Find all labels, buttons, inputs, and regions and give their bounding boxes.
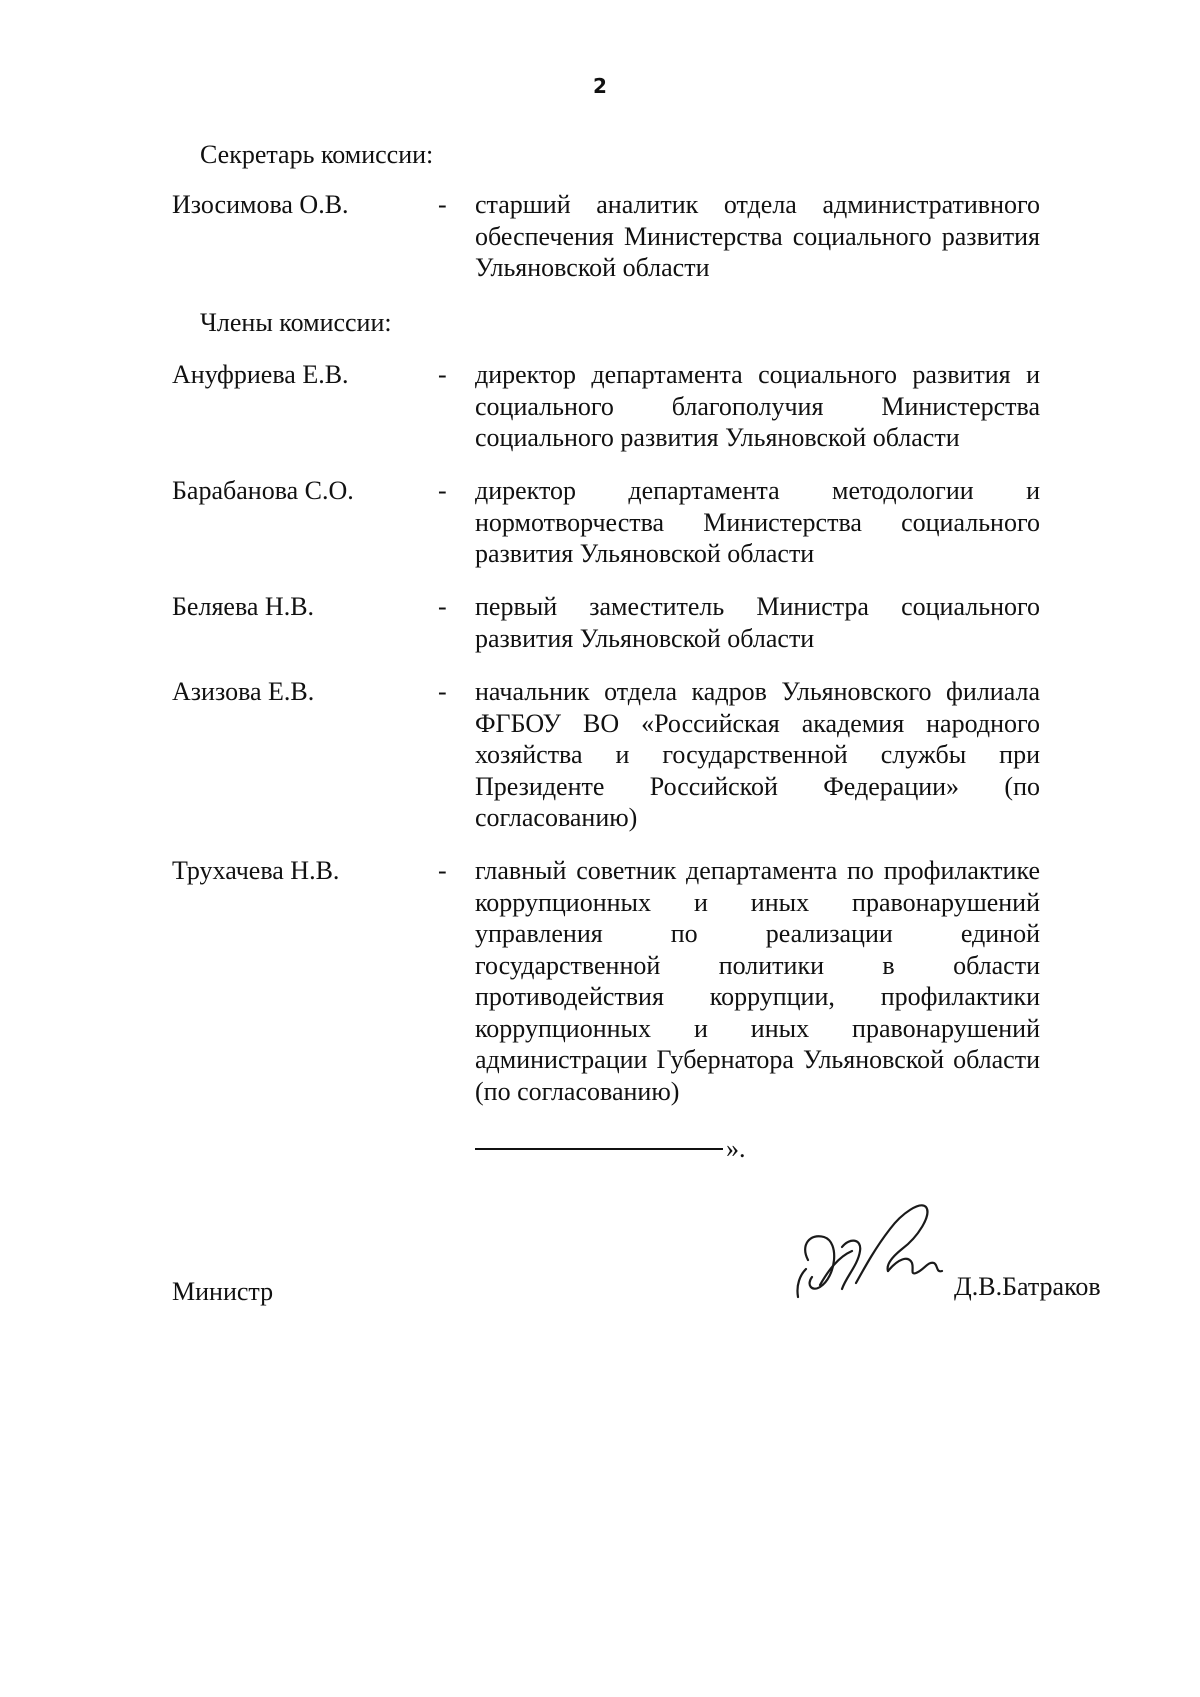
member-name: Трухачева Н.В. — [172, 856, 340, 885]
member-role: первый заместитель Министра социального развития Ульяновской области — [475, 592, 1040, 653]
signature — [790, 1185, 970, 1315]
secretary-heading: Секретарь комиссии: — [200, 140, 434, 169]
member-role: директор департамента социального развития и социального благополучия Министерства социального развития Ульяновской области — [475, 360, 1040, 452]
page-number: 2 — [593, 74, 607, 98]
member-role: начальник отдела кадров Ульяновского филиала ФГБОУ ВО «Российская академия народного хозяйства и государственной службы при Президенте Российской Федерации» (по согласованию) — [475, 677, 1040, 832]
member-dash: - — [438, 360, 447, 389]
closing-quote: ». — [726, 1134, 746, 1163]
member-name: Барабанова С.О. — [172, 476, 354, 505]
member-name: Азизова Е.В. — [172, 677, 315, 706]
minister-title: Министр — [172, 1277, 274, 1306]
minister-name: Д.В.Батраков — [954, 1272, 1101, 1301]
members-heading: Члены комиссии: — [200, 308, 392, 337]
member-role: главный советник департамента по профилактике коррупционных и иных правонарушений управления по реализации единой государственной политики в области противодействия коррупции, профилактики коррупционных и иных правонарушений администрации Губернатора Ульяновской области (по согласованию) — [475, 856, 1040, 1106]
member-name: Изосимова О.В. — [172, 190, 349, 219]
member-dash: - — [438, 592, 447, 621]
member-role: директор департамента методологии и нормотворчества Министерства социального развития Ульяновской области — [475, 476, 1040, 568]
member-name: Беляева Н.В. — [172, 592, 315, 621]
member-dash: - — [438, 856, 447, 885]
member-name: Ануфриева Е.В. — [172, 360, 349, 389]
member-dash: - — [438, 476, 447, 505]
member-role: старший аналитик отдела административного обеспечения Министерства социального развития Ульяновской области — [475, 190, 1040, 282]
closing-line — [475, 1148, 723, 1150]
member-dash: - — [438, 677, 447, 706]
member-dash: - — [438, 190, 447, 219]
